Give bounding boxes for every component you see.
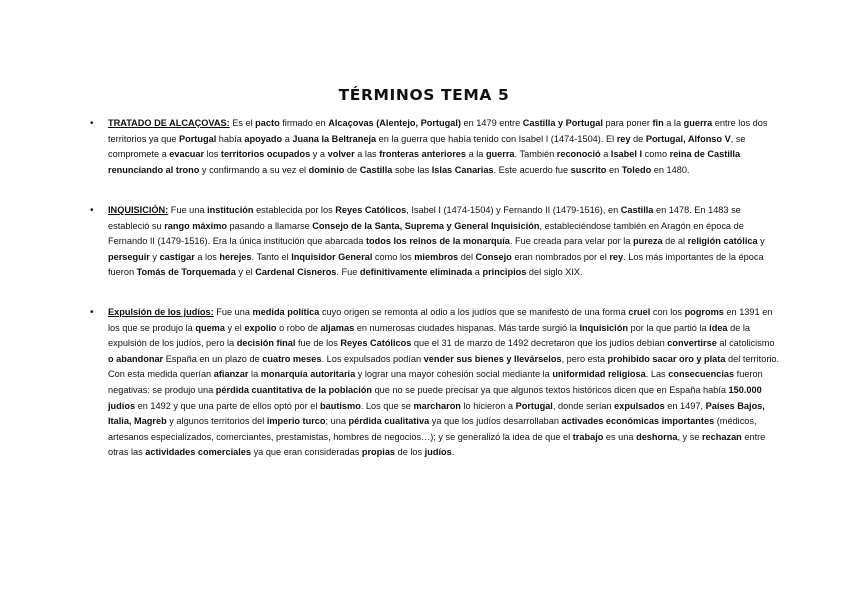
text-run: del territorio. Con esta medida querían [108,353,780,380]
bold-term: Tomás de Torquemada [136,267,236,278]
text-run: y [149,251,160,262]
bold-term: convertirse [667,338,717,349]
text-run: que no se puede precisar ya que algunos textos históricos dicen que en España había [372,384,729,395]
bold-term: actividades comerciales [145,447,252,458]
item-heading: TRATADO DE ALCAÇOVAS: [108,118,230,128]
bold-term: imperio turco [266,416,326,427]
bold-term: marcharon [413,400,461,411]
text-run: y lograr una mayor cohesión social mediante la [355,369,553,380]
bold-term: reconoció [556,149,601,160]
text-run: eran nombrados por el [511,251,610,262]
text-run: de los [395,447,425,458]
bold-term: o abandonar [108,353,164,364]
text-run: en 1478. En 1483 se estableció su [108,205,741,231]
bold-term: expulsados [614,400,665,411]
bold-term: fronteras anteriores [379,149,467,160]
bold-term: guerra [485,149,515,160]
list-item [90,203,780,281]
bold-term: miembros [414,251,459,262]
bold-term: Portugal [178,133,217,144]
text-run: . Los expulsados podían [321,353,424,364]
text-run: . Los más importantes de la época fueron [108,251,764,278]
bold-term: pérdida cualitativa [348,416,430,427]
bold-term: evacuar [169,149,205,160]
bold-term: consecuencias [668,369,735,380]
item-heading: Expulsión de los judíos: [108,307,214,317]
bold-term: pureza [632,236,663,247]
bold-term: herejes [219,251,252,262]
bold-term: cruel [628,307,651,317]
text-run: . [451,447,455,458]
text-run: de la expulsión de los judíos, pero la [108,322,751,349]
text-run: en 1480. [651,164,690,175]
bold-term: guerra [683,118,713,128]
text-run: , se compromete a [108,133,746,160]
bold-term: pacto [255,118,280,128]
bold-term: Inquisición [579,322,628,333]
text-run: en 1479 entre [460,118,523,128]
text-run: ya que eran consideradas [251,447,362,458]
text-run: establecida por los [253,205,336,215]
bold-term: propias [361,447,396,458]
text-run: con los [650,307,685,317]
bold-term: apoyado [244,133,283,144]
bold-term: pérdida cuantitativa de la población [215,384,373,395]
text-run: fue de los [295,338,341,349]
text-run: a [472,267,483,278]
text-run: del siglo XIX. [526,267,583,278]
text-run: a la [466,149,486,160]
text-run: a los [194,251,220,262]
text-run: entre los dos territorios ya que [108,118,768,144]
list-item [90,116,780,178]
bullet-point: • [90,205,94,216]
bold-term: Alcaçovas (Alentejo, Portugal) [328,118,461,128]
text-run: . Fue creada para velar por la [509,236,633,247]
bold-term: cuatro meses [262,353,322,364]
bold-term: uniformidad religiosa [552,369,646,380]
text-run: del [458,251,476,262]
text-run: para poner [602,118,653,128]
text-run: en la guerra que había tenido con Isabel I (1474-1504). El [376,133,617,144]
list-item [90,305,780,461]
bold-term: bautismo [319,400,361,411]
text-run: o robo de [276,322,321,333]
bold-term: castigar [159,251,195,262]
bold-term: volver [327,149,355,160]
text-run: cuyo origen se remonta al odio a los judíos que se manifestó de una forma [319,307,629,317]
text-run: como [642,149,670,160]
bold-term: 150.000 judíos [108,384,762,411]
text-run: los [204,149,221,160]
bold-term: Consejo de la Santa, Suprema y General Inquisición [312,220,540,231]
bold-term: idea [709,322,728,333]
text-run: de al [662,236,688,247]
bold-term: quema [195,322,225,333]
text-run: ; una [325,416,349,427]
text-run: . Este acuerdo fue [493,164,571,175]
text-run: en numerosas ciudades hispanas. Más tarde surgió la [354,322,580,333]
bold-term: Isabel I [610,149,643,160]
text-run: como los [372,251,415,262]
text-run: lo hicieron a [460,400,516,411]
text-run: firmado en [279,118,329,128]
text-run: ya que los judíos desarrollaban [429,416,562,427]
text-run: , donde serían [552,400,615,411]
text-run: a [600,149,611,160]
bullet-point: • [90,307,94,318]
text-run: fueron negativas: se produjo una [108,369,763,395]
item-heading: INQUISICIÓN: [108,205,169,215]
bold-term: deshorna [636,431,678,442]
bold-term: activades económicas importantes [561,416,715,427]
document-title: TÉRMINOS TEMA 5 [338,86,510,104]
text-run: Fue una [213,307,253,317]
bold-term: Toledo [621,164,652,175]
paragraph-expulsion-judios [108,305,780,461]
bold-term: dominio [308,164,345,175]
paragraph-inquisicion [108,203,780,281]
text-run: . Tanto el [251,251,292,262]
bold-term: Países Bajos, Italia, Magreb [108,400,765,427]
text-run: de [344,164,360,175]
text-run: la [248,369,261,380]
text-run: y confirmando a su vez el [199,164,309,175]
text-run: Es el [229,118,256,128]
bold-term: monarquía autoritaria [260,369,356,380]
bold-term: prohibido sacar oro y plata [607,353,726,364]
text-run: Fue una [168,205,208,215]
bold-term: Castilla [359,164,393,175]
text-run: y el [235,267,256,278]
text-run: y el [224,322,245,333]
text-run: , y se [677,431,702,442]
text-run: , estableciéndose también en Aragón en época de Fernando II (1479-1516). Era la única institución que abarcada [108,220,744,247]
bold-term: fin [652,118,664,128]
bold-term: Inquisidor General [291,251,373,262]
bullet-point: • [90,118,94,129]
text-run: y algunos territorios del [166,416,267,427]
text-run: en 1497, [664,400,706,411]
bold-term: rey [616,133,631,144]
text-run: es una [603,431,637,442]
text-run: España en un plazo de [163,353,263,364]
text-run: , Isabel I (1474-1504) y Fernando II (1479-1516), en [406,205,621,215]
text-run: entre otras las [108,431,766,458]
bold-term: afianzar [213,369,249,380]
bold-term: judíos [424,447,452,458]
text-run: a la [663,118,684,128]
bold-term: Cardenal Cisneros [255,267,337,278]
text-run: . Las [645,369,669,380]
bold-term: reina de Castilla renunciando al trono [108,149,741,175]
bold-term: trabajo [572,431,604,442]
bold-term: Castilla [620,205,654,215]
bold-term: aljamas [320,322,355,333]
bold-term: suscrito [570,164,607,175]
text-run: . Los que se [360,400,414,411]
text-run: al catolicismo [716,338,775,349]
text-run: de [630,133,646,144]
bold-term: Islas Canarias [431,164,494,175]
text-run: por la que partió la [627,322,710,333]
bold-term: principios [482,267,527,278]
bold-term: Portugal [515,400,553,411]
bold-term: definitivamente eliminada [359,267,473,278]
bold-term: decisión final [236,338,296,349]
bold-term: Reyes Católicos [340,338,412,349]
text-run: (médicos, artesanos especializados, comerciantes, prestamistas, hombres de negocios…); y se generalizó la idea de que el [108,416,757,442]
text-run: a [282,133,293,144]
bold-term: rey [609,251,624,262]
bold-term: medida política [252,307,320,317]
text-run: . Fue [336,267,360,278]
text-run: y [757,236,765,247]
text-run: y a [310,149,328,160]
bold-term: Reyes Católicos [335,205,407,215]
bold-term: rechazan [701,431,742,442]
paragraph-tratado-alcacovas [108,116,780,178]
bold-term: Consejo [475,251,512,262]
bold-term: Castilla y Portugal [522,118,603,128]
bold-term: perseguir [108,251,150,262]
text-run: que el 31 de marzo de 1492 decretaron que los judíos debían [411,338,668,349]
text-run: , pero esta [561,353,608,364]
bold-term: vender sus bienes y llevárselos [423,353,562,364]
bold-term: expolio [244,322,277,333]
text-run: en [606,164,622,175]
bold-term: Portugal, Alfonso V [645,133,731,144]
bold-term: todos los reinos de la monarquía [365,236,510,247]
bold-term: pogroms [684,307,724,317]
text-run: había [216,133,245,144]
text-run: . También [514,149,557,160]
bold-term: Juana la Beltraneja [292,133,377,144]
bold-term: territorios ocupados [220,149,311,160]
text-run: en 1391 en los que se produjo la [108,307,773,333]
bold-term: institución [207,205,254,215]
bold-term: rango máximo [164,220,227,231]
text-run: sobe las [392,164,432,175]
text-run: a las [354,149,380,160]
text-run: en 1492 y que una parte de ellos optó por el [135,400,320,411]
bold-term: religión católica [687,236,758,247]
text-run: pasando a llamarse [226,220,313,231]
